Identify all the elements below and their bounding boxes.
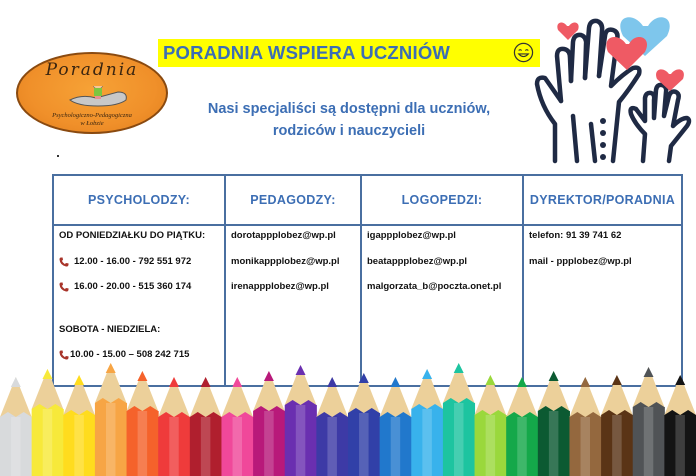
phone-hours-weekend: 10.00 - 15.00 – 508 242 715	[70, 349, 190, 360]
email-link[interactable]: beatappplobez@wp.pl	[367, 255, 468, 267]
header-dyrektor: DYREKTOR/PORADNIA	[524, 176, 681, 226]
colored-pencils-decoration	[0, 355, 696, 476]
logo-subtitle-line2: w Łobzie	[80, 120, 104, 127]
phone-line[interactable]	[59, 256, 219, 282]
email-link[interactable]: monikappplobez@wp.pl	[231, 255, 340, 267]
raised-hands-hearts-icon	[533, 6, 693, 164]
director-phone[interactable]: telefon: 91 39 741 62	[529, 230, 622, 241]
title-banner	[158, 39, 540, 67]
hand-with-child-icon	[68, 86, 130, 108]
email-link[interactable]: malgorzata_b@poczta.onet.pl	[367, 281, 502, 292]
phone-hours-1: 12.00 - 16.00 - 792 551 972	[74, 255, 192, 267]
logo-subtitle-line1: Psychologiczno-Pedagogiczna	[52, 112, 132, 119]
phone-hours-2: 16.00 - 20.00 - 515 360 174	[74, 281, 192, 292]
banner-title: PORADNIA WSPIERA UCZNIÓW	[163, 42, 451, 63]
subtitle	[165, 98, 533, 142]
director-email[interactable]: mail - ppplobez@wp.pl	[529, 255, 632, 267]
phone-icon	[59, 257, 69, 267]
weekday-label: OD PONIEDZIAŁKU DO PIĄTKU:	[59, 230, 206, 241]
header-psycholodzy: PSYCHOLODZY:	[54, 176, 224, 226]
subtitle-line1: Nasi specjaliści są dostępni dla uczniów,	[207, 101, 491, 117]
column-psycholodzy	[54, 176, 226, 385]
logo-subtitle	[18, 112, 166, 128]
email-link[interactable]: dorotappplobez@wp.pl	[231, 230, 336, 241]
subtitle-line2: rodziców i nauczycieli	[272, 123, 426, 139]
column-dyrektor	[524, 176, 681, 385]
logo-title: Poradnia	[45, 60, 139, 80]
phone-line[interactable]	[59, 281, 219, 307]
phone-icon	[59, 282, 69, 292]
stray-dot	[57, 155, 59, 157]
header-logopedzi: LOGOPEDZI:	[362, 176, 522, 226]
smiley-face-icon	[513, 42, 534, 63]
column-logopedzi	[362, 176, 524, 385]
header-pedagodzy: PEDAGODZY:	[226, 176, 360, 226]
email-link[interactable]: irenappplobez@wp.pl	[231, 281, 329, 292]
weekend-label: SOBOTA - NIEDZIELA:	[59, 323, 161, 335]
column-pedagodzy	[226, 176, 362, 385]
poradnia-logo	[16, 52, 168, 134]
email-link[interactable]: igappplobez@wp.pl	[367, 230, 456, 241]
